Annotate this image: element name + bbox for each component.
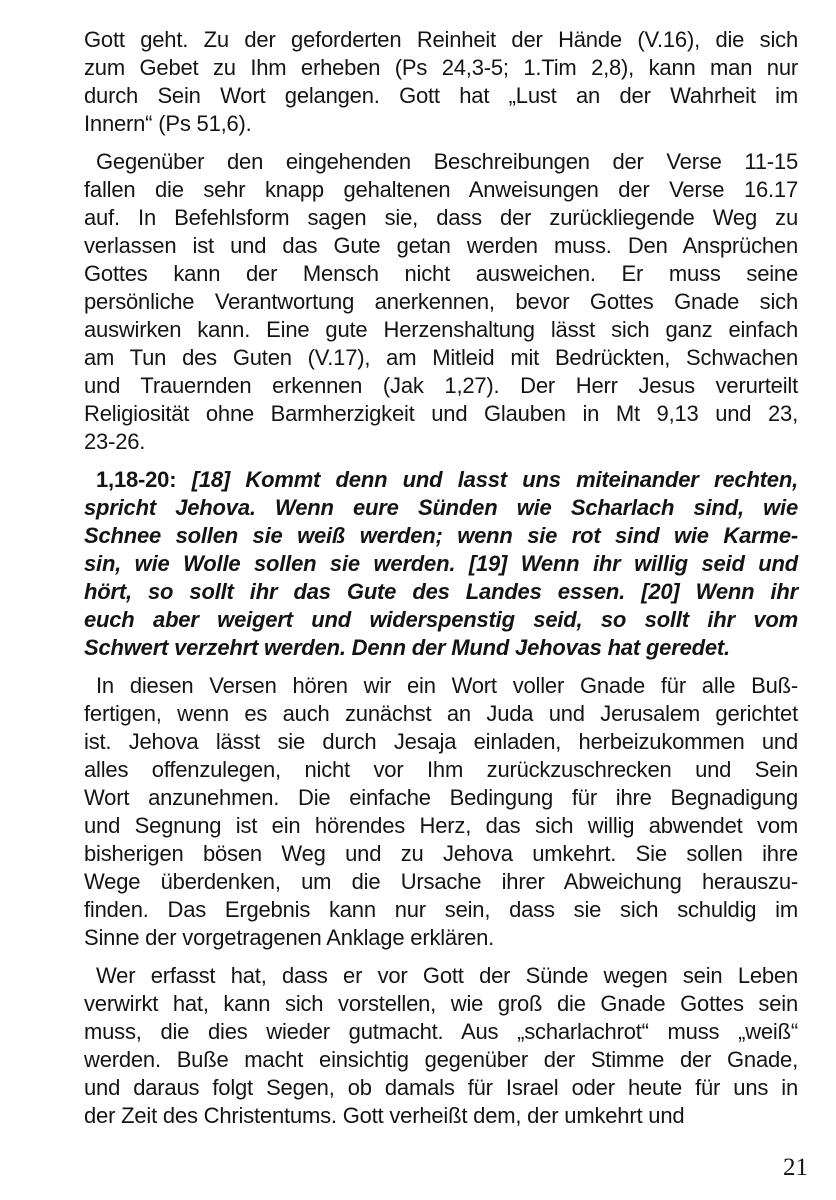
text-line: euch aber weigert und widerspenstig seid, so sollt ihr vom [84,607,798,632]
text-line: der Zeit des Christentums. Gott verheißt dem, der umkehrt und [84,1103,685,1128]
paragraph-commentary-2 [84,672,798,952]
text-line: Gott geht. Zu der geforderten Reinheit der Hände (V.16), die sich [84,27,798,52]
text-line: werden. Buße macht einsichtig gegenüber der Stimme der Gnade, [84,1047,798,1072]
paragraph-continuation [84,26,798,138]
text-line: am Tun des Guten (V.17), am Mitleid mit Bedrückten, Schwachen [84,345,798,370]
text-line: alles offenzulegen, nicht vor Ihm zurückzuschrecken und Sein [84,757,798,782]
text-line: sin, wie Wolle sollen sie werden. [19] Wenn ihr willig seid und [84,551,798,576]
verse-reference: 1,18-20: [96,467,192,492]
text-line: Schnee sollen sie weiß werden; wenn sie rot sind wie Karme- [84,523,798,548]
text-line: Wer erfasst hat, dass er vor Gott der Sünde wegen sein Leben [96,963,798,988]
text-line: Wege überdenken, um die Ursache ihrer Abweichung herauszu- [84,869,798,894]
text-line: Gegenüber den eingehenden Beschreibungen der Verse 11-15 [96,149,798,174]
text-line: ist. Jehova lässt sie durch Jesaja einladen, herbeizukommen und [84,729,798,754]
text-line: finden. Das Ergebnis kann nur sein, dass sie sich schuldig im [84,897,798,922]
paragraph-scripture-quote [84,466,798,662]
text-line: verlassen ist und das Gute getan werden muss. Den Ansprüchen [84,233,798,258]
text-line: Religiosität ohne Barmherzigkeit und Glauben in Mt 9,13 und 23, [84,401,798,426]
text-line: verwirkt hat, kann sich vorstellen, wie groß die Gnade Gottes sein [84,991,798,1016]
text-line: persönliche Verantwortung anerkennen, bevor Gottes Gnade sich [84,289,798,314]
text-line: hört, so sollt ihr das Gute des Landes essen. [20] Wenn ihr [84,579,798,604]
text-line: und Segnung ist ein hörendes Herz, das sich willig abwendet vom [84,813,798,838]
text-line: auswirken kann. Eine gute Herzenshaltung lässt sich ganz einfach [84,317,798,342]
text-line: Wort anzunehmen. Die einfache Bedingung für ihre Begnadigung [84,785,798,810]
text-line: In diesen Versen hören wir ein Wort voller Gnade für alle Buß- [96,673,798,698]
text-line: spricht Jehova. Wenn eure Sünden wie Scharlach sind, wie [84,495,798,520]
paragraph-commentary-3 [84,962,798,1130]
text-line: Schwert verzehrt werden. Denn der Mund Jehovas hat geredet. [84,635,730,660]
text-line: fertigen, wenn es auch zunächst an Juda und Jerusalem gerichtet [84,701,798,726]
text-line: 23-26. [84,429,146,454]
page-number: 21 [783,1154,808,1181]
text-line: Innern“ (Ps 51,6). [84,111,252,136]
text-line: muss, die dies wieder gutmacht. Aus „scharlachrot“ muss „weiß“ [84,1019,798,1044]
text-line: auf. In Befehlsform sagen sie, dass der zurückliegende Weg zu [84,205,798,230]
text-line: zum Gebet zu Ihm erheben (Ps 24,3-5; 1.Tim 2,8), kann man nur [84,55,798,80]
text-line: 1,18-20: [18] Kommt denn und lasst uns miteinander rechten, [96,467,798,492]
text-line: und Trauernden erkennen (Jak 1,27). Der Herr Jesus verurteilt [84,373,798,398]
body-text [84,26,798,1130]
text-line: durch Sein Wort gelangen. Gott hat „Lust an der Wahrheit im [84,83,798,108]
text-line: Gottes kann der Mensch nicht ausweichen. Er muss seine [84,261,798,286]
paragraph-commentary-1 [84,148,798,456]
text-line: und daraus folgt Segen, ob damals für Israel oder heute für uns in [84,1075,798,1100]
text-line: bisherigen bösen Weg und zu Jehova umkehrt. Sie sollen ihre [84,841,798,866]
text-line: fallen die sehr knapp gehaltenen Anweisungen der Verse 16.17 [84,177,798,202]
text-line: Sinne der vorgetragenen Anklage erklären. [84,925,495,950]
